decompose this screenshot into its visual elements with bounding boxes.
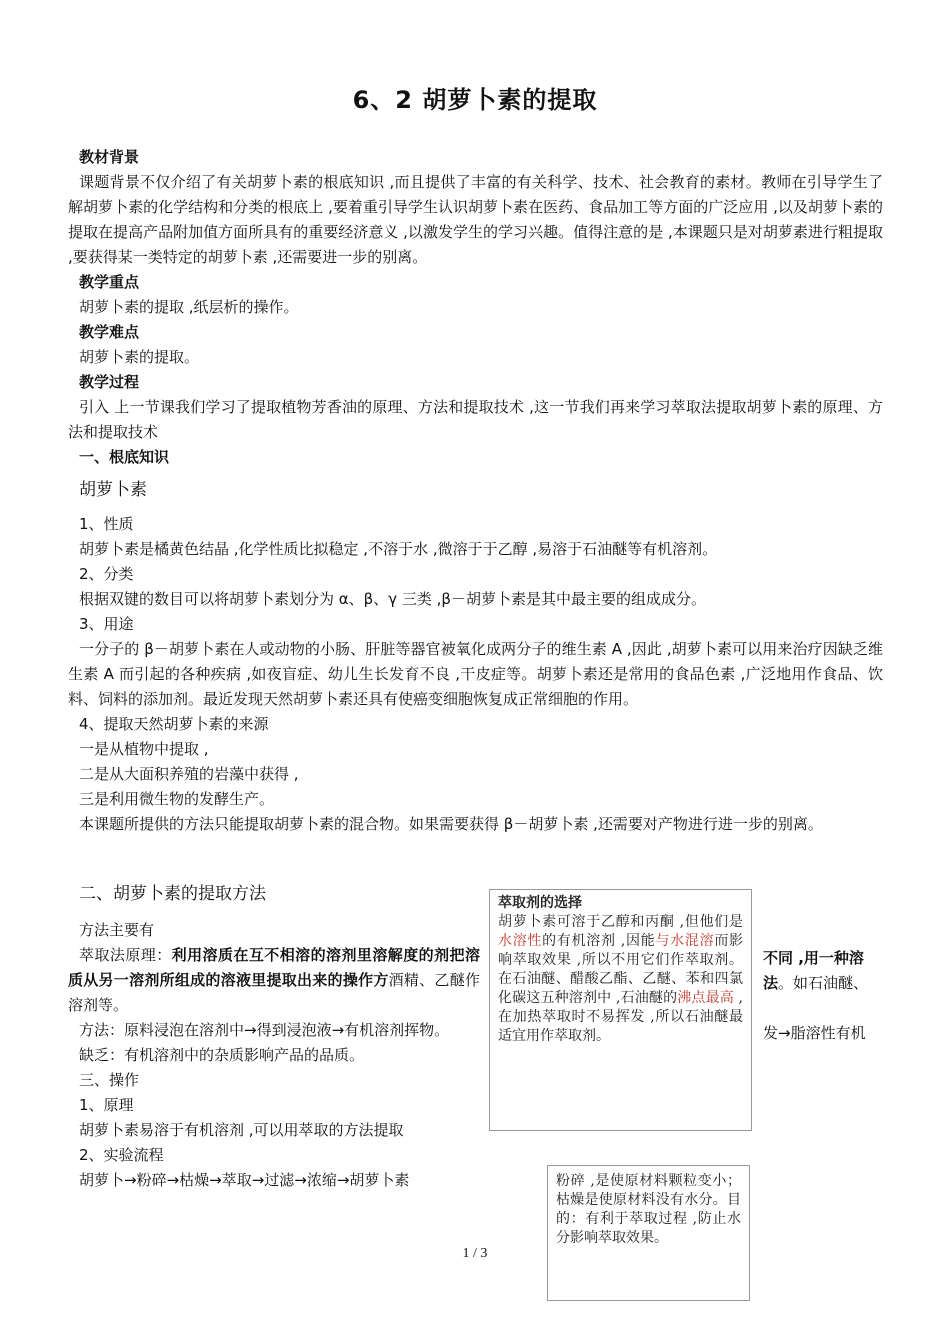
callout-highlight-boiling-point: 沸点最高 bbox=[677, 990, 734, 1006]
source-item-algae: 二是从大面积养殖的岩藻中获得 , bbox=[79, 765, 299, 783]
callout-body bbox=[498, 913, 743, 1046]
principle-solvents: 酒精、乙醚作溶剂等。 bbox=[68, 971, 480, 1014]
page-number: 1 / 3 bbox=[462, 1246, 488, 1261]
principle-definition: 利用溶质在互不相溶的溶剂里溶解度的剂把溶质从另一溶剂所组成的溶液里提取出来的操作方 bbox=[68, 946, 480, 989]
paragraph-process: 引入 上一节课我们学习了提取植物芳香油的原理、方法和提取技术 ,这一节我们再来学习萃取法提取胡萝卜素的原理、方法和提取技术 bbox=[68, 398, 883, 441]
paragraph-classification: 根据双键的数目可以将胡萝卜素划分为 α、β、γ 三类 ,β－胡萝卜素是其中最主要的组成成分。 bbox=[79, 590, 706, 608]
principle-label: 萃取法原理： bbox=[79, 946, 172, 964]
heading-uses: 3、用途 bbox=[79, 615, 134, 633]
source-item-plants: 一是从植物中提取 , bbox=[79, 740, 209, 758]
heading-op-flow: 2、实验流程 bbox=[79, 1146, 164, 1164]
paragraph-uses: 一分子的 β－胡萝卜素在人或动物的小肠、肝脏等器官被氧化成两分子的维生素 A ,因此 ,胡萝卜素可以用来治疗因缺乏维生素 A 而引起的各种疾病 ,如夜盲症、幼儿生长发育不良 ,干皮症等。胡萝卜素还是常用的食品色素 ,广泛地用作食品、饮料、饲料的添加剂。最近发现天然胡萝卜素还具有使癌变细胞恢复成正常细胞的作用。 bbox=[68, 640, 883, 708]
paragraph-key-points: 胡萝卜素的提取 ,纸层析的操作。 bbox=[79, 298, 299, 316]
paragraph-background: 课题背景不仅介绍了有关胡萝卜素的根底知识 ,而且提供了丰富的有关科学、技术、社会教育的素材。教师在引导学生了解胡萝卜素的化学结构和分类的根底上 ,要着重引导学生认识胡萝卜素在医药、食品加工等方面的广泛应用 ,以及胡萝卜素的提取在提高产品附加值方面所具有的重要经济意义 ,以激发学生的学习兴趣。值得注意的是 ,本课题只是对胡萝素进行粗提取 ,要获得某一类特定的胡萝卜素 ,还需要进一步的别离。 bbox=[68, 173, 883, 266]
callout-crushing-drying bbox=[547, 1165, 750, 1301]
main-text-block bbox=[68, 145, 883, 837]
heading-process: 教学过程 bbox=[79, 373, 140, 391]
callout-title: 萃取剂的选择 bbox=[498, 895, 582, 911]
paragraph-difficulties: 胡萝卜素的提取。 bbox=[79, 348, 200, 366]
heading-sources: 4、提取天然胡萝卜素的来源 bbox=[79, 715, 269, 733]
heading-background: 教材背景 bbox=[79, 148, 140, 166]
callout-solvent-choice bbox=[489, 889, 752, 1131]
paragraph-drawback: 缺乏：有机溶剂中的杂质影响产品的品质。 bbox=[79, 1046, 365, 1064]
heading-op-principle: 1、原理 bbox=[79, 1096, 134, 1114]
paragraph-op-flow: 胡萝卜→粉碎→枯燥→萃取→过滤→浓缩→胡萝卜素 bbox=[79, 1171, 410, 1189]
paragraph-principle bbox=[68, 943, 480, 1018]
heading-difficulties: 教学难点 bbox=[79, 323, 140, 341]
page-title: 6、2 胡萝卜素的提取 bbox=[352, 86, 598, 114]
side-fragment-2 bbox=[763, 971, 868, 996]
paragraph-mixture-note: 本课题所提供的方法只能提取胡萝卜素的混合物。如果需要获得 β－胡萝卜素 ,还需要对产物进行进一步的别离。 bbox=[79, 815, 823, 833]
callout-highlight-miscible: 与水混溶 bbox=[655, 933, 715, 949]
heading-properties: 1、性质 bbox=[79, 515, 134, 533]
paragraph-op-principle: 胡萝卜素易溶于有机溶剂 ,可以用萃取的方法提取 bbox=[79, 1121, 404, 1139]
heading-operation: 三、操作 bbox=[79, 1071, 140, 1089]
callout2-body: 粉碎 ,是使原材料颗粒变小；枯燥是使原材料没有水分。目的：有利于萃取过程 ,防止水分影响萃取效果。 bbox=[556, 1173, 741, 1246]
callout-text-3: 而影响萃取效果 ,所以不用它们作萃取剂。在石油醚、醋酸乙酯、乙醚、苯和四氯化碳这五种溶剂中 ,石油醚的 bbox=[498, 933, 744, 1006]
side-fragment-3: 发→脂溶性有机 bbox=[763, 1024, 866, 1042]
callout-text-4: ,在加热萃取时不易挥发 ,所以石油醚最适宜用作萃取剂。 bbox=[498, 990, 743, 1044]
subheading-carotene: 胡萝卜素 bbox=[79, 480, 147, 500]
heading-extraction-methods: 二、胡萝卜素的提取方法 bbox=[79, 884, 266, 904]
callout-text-1: 胡萝卜素可溶于乙醇和丙酮 ,但他们是 bbox=[498, 914, 743, 930]
heading-key-points: 教学重点 bbox=[79, 273, 140, 291]
heading-classification: 2、分类 bbox=[79, 565, 134, 583]
paragraph-method: 方法：原料浸泡在溶剂中→得到浸泡液→有机溶剂挥物。 bbox=[79, 1021, 450, 1039]
side-fragment-2-bold: 法 bbox=[763, 974, 779, 992]
heading-basics: 一、根底知识 bbox=[79, 448, 170, 466]
source-item-microbes: 三是利用微生物的发酵生产。 bbox=[79, 790, 275, 808]
callout-text-2: 的有机溶剂 ,因能 bbox=[542, 933, 656, 949]
callout-highlight-water-soluble: 水溶性 bbox=[498, 933, 543, 949]
side-fragment-2-tail: 。如石油醚、 bbox=[778, 974, 869, 992]
paragraph-properties: 胡萝卜素是橘黄色结晶 ,化学性质比拟稳定 ,不溶于水 ,微溶于于乙醇 ,易溶于石油醚等有机溶剂。 bbox=[79, 540, 718, 558]
side-fragment-1: 不同 ,用一种溶 bbox=[763, 949, 864, 967]
methods-intro: 方法主要有 bbox=[79, 921, 155, 939]
methods-column bbox=[68, 880, 480, 1193]
